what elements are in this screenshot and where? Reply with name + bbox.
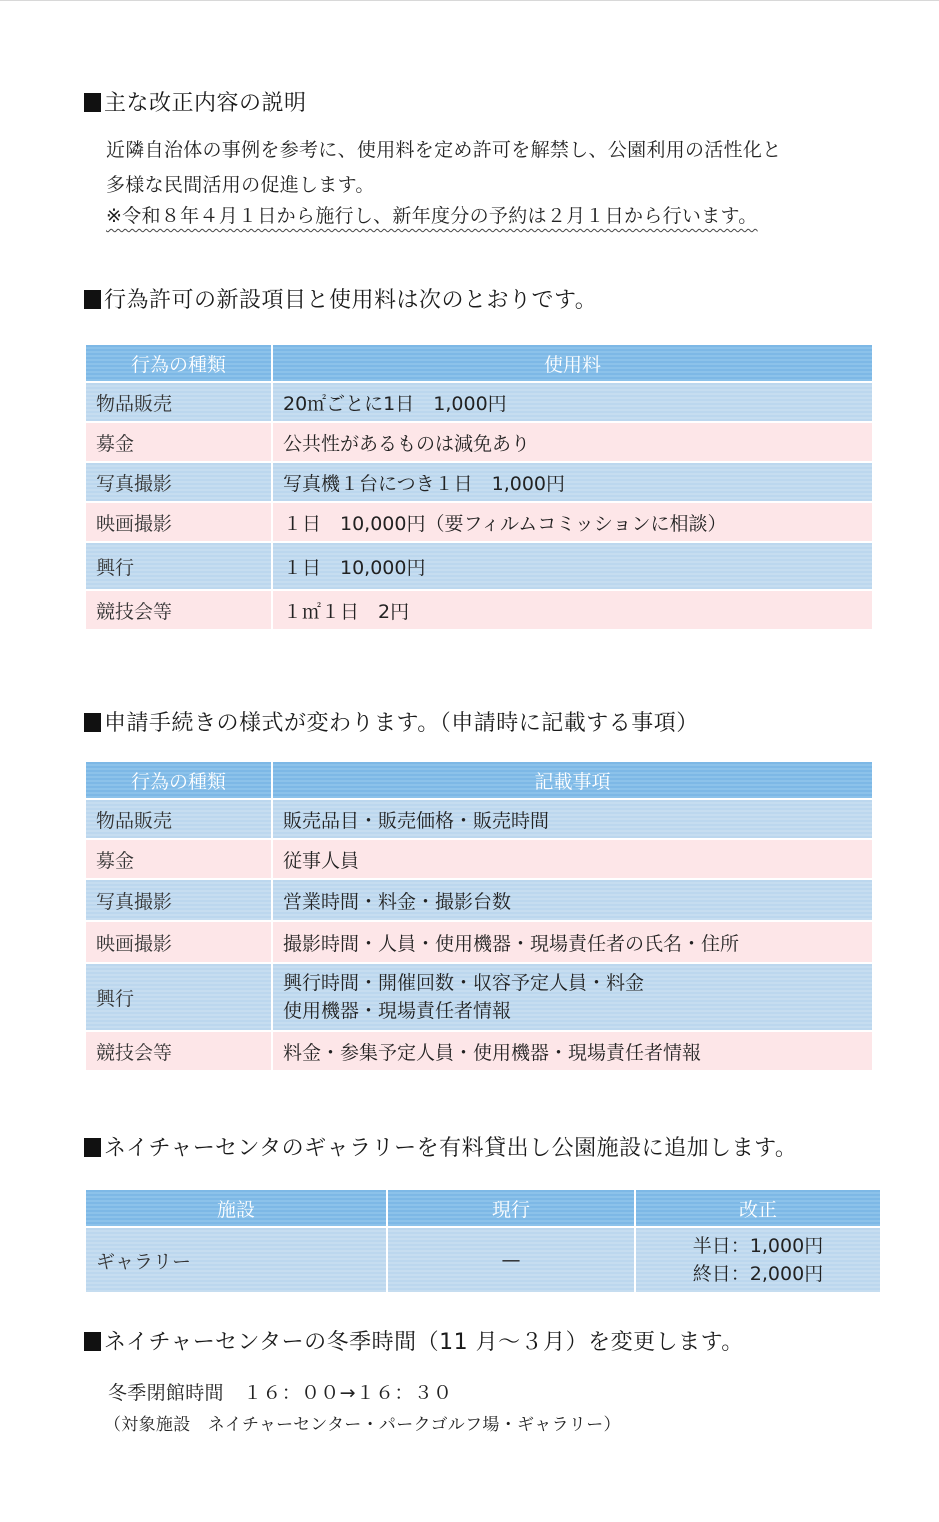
table-row — [85, 839, 873, 879]
type-cell: 写真撮影 — [85, 462, 272, 502]
black-square-bullet-icon — [84, 713, 101, 732]
items-line-2: 使用機器・現場責任者情報 — [283, 1000, 512, 1022]
type-cell: 映画撮影 — [85, 921, 272, 963]
target-facilities: （対象施設 ネイチャーセンター・パークゴルフ場・ギャラリー） — [104, 1415, 621, 1435]
black-square-bullet-icon — [84, 1138, 101, 1157]
table-row — [85, 963, 873, 1031]
items-cell — [272, 963, 873, 1031]
items-cell: 従事人員 — [272, 839, 873, 879]
black-square-bullet-icon — [84, 290, 101, 309]
application-items-table — [84, 760, 874, 1072]
summary-line-2: 多様な民間活用の促進します。 — [106, 174, 375, 196]
facility-cell: ギャラリー — [85, 1227, 387, 1293]
type-cell: 競技会等 — [85, 1031, 272, 1071]
top-border — [0, 0, 939, 1]
heading-text: 主な改正内容の説明 — [104, 91, 307, 116]
items-cell: 撮影時間・人員・使用機器・現場責任者の氏名・住所 — [272, 921, 873, 963]
winter-closing-time: 冬季閉館時間 １６：００→１６：３０ — [108, 1382, 453, 1404]
type-cell: 興行 — [85, 963, 272, 1031]
col-header-revised: 改正 — [635, 1189, 881, 1227]
table-row — [85, 462, 873, 502]
table-row — [85, 542, 873, 590]
revised-cell — [635, 1227, 881, 1293]
black-square-bullet-icon — [84, 1332, 101, 1351]
type-cell: 物品販売 — [85, 799, 272, 839]
items-cell: 料金・参集予定人員・使用機器・現場責任者情報 — [272, 1031, 873, 1071]
section-heading-new-permits — [84, 283, 597, 314]
type-cell: 競技会等 — [85, 590, 272, 630]
revised-full-day: 終日：2,000円 — [692, 1263, 824, 1285]
col-header-facility: 施設 — [85, 1189, 387, 1227]
table-row — [85, 382, 873, 422]
heading-text: 行為許可の新設項目と使用料は次のとおりです。 — [104, 288, 598, 313]
heading-text: 申請手続きの様式が変わります。（申請時に記載する事項） — [104, 711, 699, 736]
heading-text: ネイチャーセンターの冬季時間（11 月～３月）を変更します。 — [104, 1330, 744, 1355]
fee-cell: １日 10,000円 — [272, 542, 873, 590]
section-heading-application-form — [84, 706, 699, 737]
type-cell: 物品販売 — [85, 382, 272, 422]
fee-table — [84, 343, 874, 631]
section-heading-revision-summary — [84, 86, 307, 117]
fee-cell: 公共性があるものは減免あり — [272, 422, 873, 462]
type-cell: 映画撮影 — [85, 502, 272, 542]
table-row — [85, 422, 873, 462]
type-cell: 募金 — [85, 422, 272, 462]
col-header-type: 行為の種類 — [85, 761, 272, 799]
table-row — [85, 879, 873, 921]
current-cell: — — [387, 1227, 635, 1293]
table-row — [85, 921, 873, 963]
summary-line-1: 近隣自治体の事例を参考に、使用料を定め許可を解禁し、公園利用の活性化と — [106, 139, 782, 161]
type-cell: 興行 — [85, 542, 272, 590]
items-cell: 営業時間・料金・撮影台数 — [272, 879, 873, 921]
fee-cell: 写真機１台につき１日 1,000円 — [272, 462, 873, 502]
fee-cell: １日 10,000円（要フィルムコミッションに相談） — [272, 502, 873, 542]
fee-cell: １㎡１日 2円 — [272, 590, 873, 630]
col-header-items: 記載事項 — [272, 761, 873, 799]
table-row — [85, 1031, 873, 1071]
gallery-fee-table — [84, 1188, 882, 1294]
section-heading-winter-hours — [84, 1325, 744, 1356]
col-header-fee: 使用料 — [272, 344, 873, 382]
table-row — [85, 590, 873, 630]
revised-half-day: 半日：1,000円 — [692, 1235, 824, 1257]
type-cell: 募金 — [85, 839, 272, 879]
fee-cell: 20㎡ごとに1日 1,000円 — [272, 382, 873, 422]
col-header-type: 行為の種類 — [85, 344, 272, 382]
col-header-current: 現行 — [387, 1189, 635, 1227]
type-cell: 写真撮影 — [85, 879, 272, 921]
black-square-bullet-icon — [84, 93, 101, 112]
table-row — [85, 799, 873, 839]
heading-text: ネイチャーセンタのギャラリーを有料貸出し公園施設に追加します。 — [104, 1136, 798, 1161]
items-line-1: 興行時間・開催回数・収容予定人員・料金 — [283, 972, 645, 994]
items-cell: 販売品目・販売価格・販売時間 — [272, 799, 873, 839]
section-heading-gallery-rental — [84, 1131, 797, 1162]
effective-date-note: ※令和８年４月１日から施行し、新年度分の予約は２月１日から行います。 — [106, 205, 758, 227]
summary-note — [106, 201, 758, 228]
table-row — [85, 502, 873, 542]
table-row — [85, 1227, 881, 1293]
